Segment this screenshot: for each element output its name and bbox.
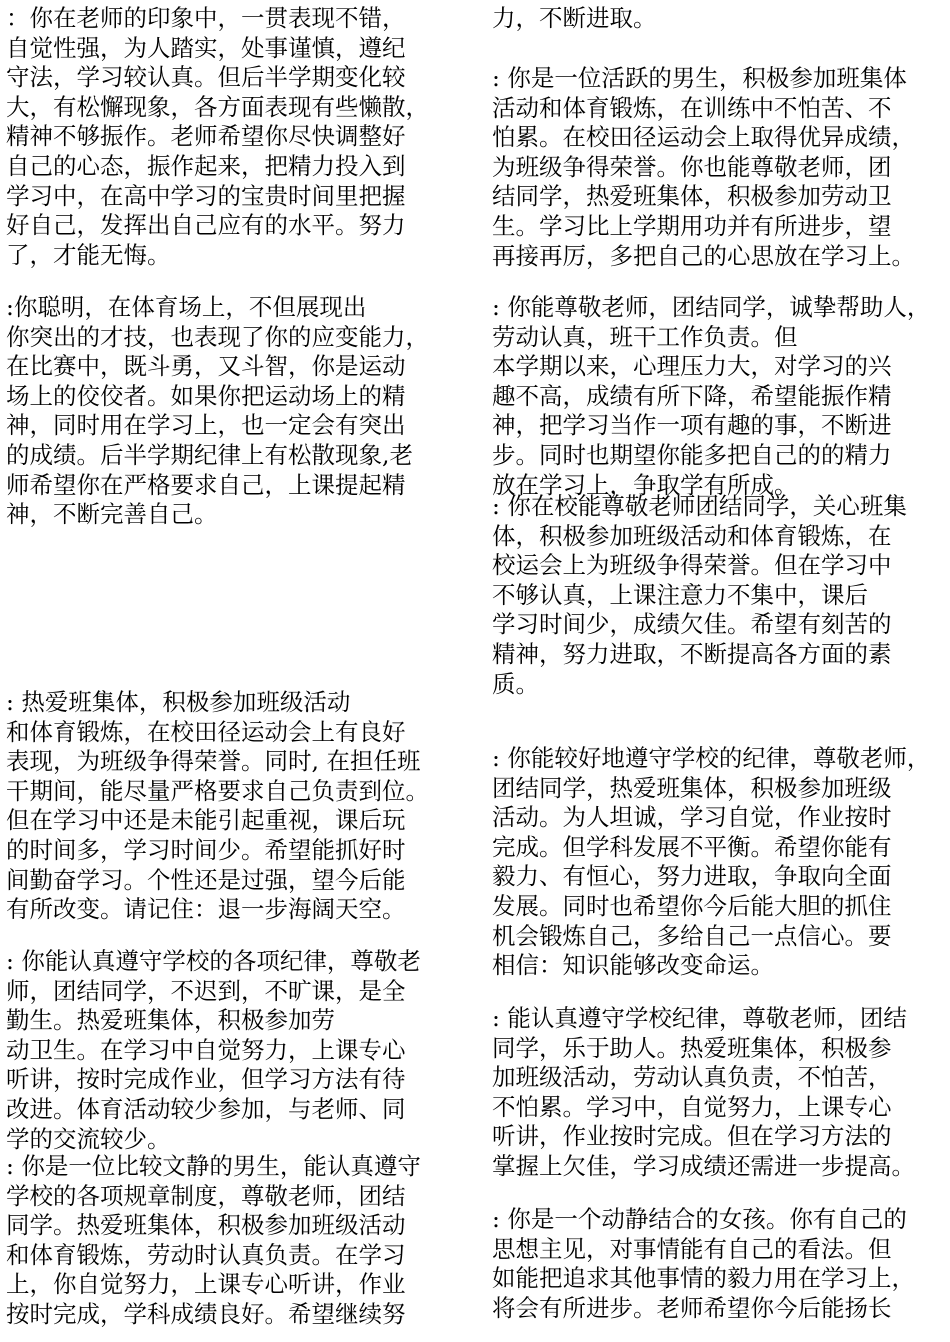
- comment-paragraph: : 你是一位活跃的男生，积极参加班集体 活动和体育锻炼，在训练中不怕苦、不 怕累。在校田径运动会上取得优异成绩， 为班级争得荣誉。你也能尊敬老师，团 结同学，热爱班集体，积极参加劳动卫 生。学习比上学期用功并有所进步，望 再接再厉，多把自己的心思放在学习上。: [492, 64, 915, 270]
- comment-paragraph: : 你能尊敬老师，团结同学，诚挚帮助人， 劳动认真，班干工作负责。但 本学期以来，心理压力大，对学习的兴 趣不高，成绩有所下降，希望能振作精 神，把学习当作一项有趣的事，不断进 步。同时也期望你能多把自己的的精力 放在学习上，争取学有所成。: [492, 293, 931, 499]
- comment-paragraph: ：你在老师的印象中，一贯表现不错， 自觉性强，为人踏实，处事谨慎，遵纪 守法，学习较认真。但后半学期变化较 大，有松懈现象，各方面表现有些懒散， 精神不够振作。老师希望你尽快调整好 自己的心态，振作起来，把精力投入到 学习中，在高中学习的宝贵时间里把握 好自己，发挥出自己应有的水平。努力 了，才能无悔。: [6, 4, 429, 269]
- comment-paragraph: : 你能认真遵守学校的各项纪律，尊敬老 师，团结同学，不迟到，不旷课，是全 勤生。热爱班集体，积极参加劳 动卫生。在学习中自觉努力，上课专心 听讲，按时完成作业，但学习方法有待 改进。体育活动较少参加，与老师、同 学的交流较少。: [6, 947, 421, 1153]
- comment-paragraph: 力，不断进取。: [492, 4, 657, 32]
- comment-paragraph: : 你是一位比较文静的男生，能认真遵守 学校的各项规章制度，尊敬老师，团结 同学。热爱班集体，积极参加班级活动 和体育锻炼，劳动时认真负责。在学习 上，你自觉努力，上课专心听讲，作业 按时完成，学科成绩良好。希望继续努: [6, 1152, 421, 1328]
- comment-paragraph: : 你能较好地遵守学校的纪律，尊敬老师， 团结同学，热爱班集体，积极参加班级 活动。为人坦诚，学习自觉，作业按时 完成。但学科发展不平衡。希望你能有 毅力、有恒心，努力进取，争取向全面 发展。同时也希望你今后能大胆的抓住 机会锻炼自己，多给自己一点信心。要 相信：知识能够改变命运。: [492, 744, 931, 980]
- comment-paragraph: :你聪明，在体育场上，不但展现出 你突出的才技，也表现了你的应变能力， 在比赛中，既斗勇，又斗智，你是运动 场上的佼佼者。如果你把运动场上的精 神，同时用在学习上，也一定会有突出 的成绩。后半学期纪律上有松散现象,老 师希望你在严格要求自己，上课提起精 神，不断完善自己。: [6, 293, 429, 529]
- comment-paragraph: : 热爱班集体，积极参加班级活动 和体育锻炼，在校田径运动会上有良好 表现，为班级争得荣誉。同时, 在担任班 干期间，能尽量严格要求自己负责到位。 但在学习中还是未能引起重视，课后玩 的时间多，学习时间少。希望能抓好时 间勤奋学习。个性还是过强，望今后能 有所改变。请记住：退一步海阔天空。: [6, 688, 429, 924]
- comment-paragraph: : 你在校能尊敬老师团结同学，关心班集 体，积极参加班级活动和体育锻炼，在 校运会上为班级争得荣誉。但在学习中 不够认真，上课注意力不集中，课后 学习时间少，成绩欠佳。希望有刻苦的 精神，努力进取，不断提高各方面的素 质。: [492, 492, 907, 698]
- comment-paragraph: : 能认真遵守学校纪律，尊敬老师，团结 同学，乐于助人。热爱班集体，积极参 加班级活动，劳动认真负责，不怕苦， 不怕累。学习中，自觉努力，上课专心 听讲，作业按时完成。但在学习方法的 掌握上欠佳，学习成绩还需进一步提高。: [492, 1004, 915, 1180]
- comment-paragraph: : 你是一个动静结合的女孩。你有自己的 思想主见，对事情能有自己的看法。但 如能把追求其他事情的毅力用在学习上， 将会有所进步。老师希望你今后能扬长: [492, 1205, 915, 1322]
